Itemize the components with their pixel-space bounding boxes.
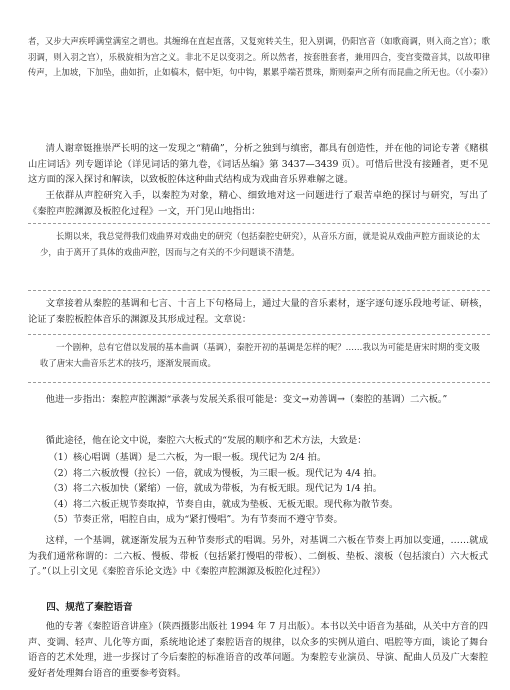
paragraph-xie-zhangting: 清人谢章铤推崇严长明的这一发现之“精确”，分析之独到与缜密，都具有创造性，并在他的词论专著《赌棋山庄词话》列专题详论（详见词话的第九卷，《词话丛编》第 3437—3439 页）。可惜后世没有接踵者，更不见这方面的深入探讨和解读，以致板腔体这种曲式结构成为戏曲音乐界难解之谜。 [28,143,488,186]
paragraph-wang-yiqun: 王依群从声腔研究入手，以秦腔为对象，精心、细致地对这一问题进行了艰苦卓绝的探讨与研究，写出了《秦腔声腔渊源及板腔化过程》一文，开门见山地指出： [28,190,488,217]
paragraph-six-forms-intro: 循此途径，他在论文中说，秦腔六大板式的“发展的顺序和艺术方法，大致是： [45,435,367,446]
list-item: （5）节奏正常，唱腔自由，成为“紧打慢唱”。为有节奏而不遵守节奏。 [48,514,343,526]
paragraph-article-method: 文章接着从秦腔的基调和七言、十言上下句格局上，通过大量的音乐素材，逐字逐句逐乐段地考证、研核，论证了秦腔板腔体音乐的渊源及其形成过程。文章说： [28,298,488,325]
list-item: （4）将二六板正规节奏取掉，节奏自由，就成为垫板、无板无眼。现代称为散节奏。 [48,498,399,510]
top-quote: 者，又步大声疾呼满堂满室之谓也。其缠绵在直起直落，又复宛转关生，犯入别调，仍阳宫音（如歌商调，则入商之宫）；歌羽调，则入羽之宫），乐极旋相为宫之义。非北不足以变羽之。所以然者，按套胜套者，兼用四合，变宫变徵音其，以故叩律传声，上加坡，下加坠，曲如折，止如槁木，倨中矩，句中钩，累累乎端若贯珠，斯则秦声之所有而昆曲之所无也。（《小秦》） [28,36,493,78]
block-quote-base-tune: 一个剧种，总有它借以发展的基本曲调（基调），秦腔开初的基调是怎样的呢？……我以为可能是唐宋时期的变文吸收了唐宋大曲音乐艺术的技巧，逐渐发展而成。 [40,342,480,368]
tempo-forms-list [28,450,488,528]
paragraph-origin-chain: 他进一步指出：秦腔声腔渊源“承袭与发展关系很可能是：变文→劝善调→（秦腔的基调）二六板。” [45,394,448,405]
block-quote-research: 长期以来，我总觉得我们戏曲界对戏曲史的研究（包括秦腔史研究），从音乐方面，就是说从戏曲声腔方面谈论的太少，由于离开了具体的戏曲声腔，因而与之有关的不少问题谈不清楚。 [40,231,480,257]
list-item: （2）将二六板放慢（拉长）一倍，就成为慢板，为三眼一板。现代记为 4/4 拍。 [48,467,383,479]
quote2-divider-top [28,334,490,335]
list-item: （1）核心唱调（基调）是二六板，为一眼一板。现代记为 2/4 拍。 [48,452,327,463]
quote-divider-bottom [28,290,490,291]
list-item: （3）将二六板加快（紧缩）一倍，就成为带板，为有板无眼。现代记为 1/4 拍。 [48,483,383,495]
quote-divider-top [28,223,490,224]
quote2-divider-bottom [28,382,490,383]
paragraph-phonetics-book: 他的专著《秦腔语音讲座》（陕西摄影出版社 1994 年 7 月出版）。本书以关中语音为基础，从关中方音的四声、变调、轻声、儿化等方面，系统地论述了秦腔语音的规律，以众多的实例从道白、唱腔等方面，谈论了舞台语音的艺术处理，进一步探讨了今后秦腔的标准语音的改革问题。为秦腔专业演员、导演、配曲人员及广大秦腔爱好者处理舞台语音的重要参考资料。 [28,621,488,679]
paragraph-conclusion: 这样，一个基调，就逐渐发展为五种节奏形式的唱调。另外，对基调二六板在节奏上再加以变通，……就成为我们通常称谓的：二六板、慢板、带板（包括紧打慢唱的带板）、二倒板、垫板、滚板（包括滚白）六大板式了。”（以上引文见《秦腔音乐论文选》中《秦腔声腔渊源及板腔化过程》） [28,535,488,578]
section-heading: 四、规范了秦腔语音 [46,602,133,613]
